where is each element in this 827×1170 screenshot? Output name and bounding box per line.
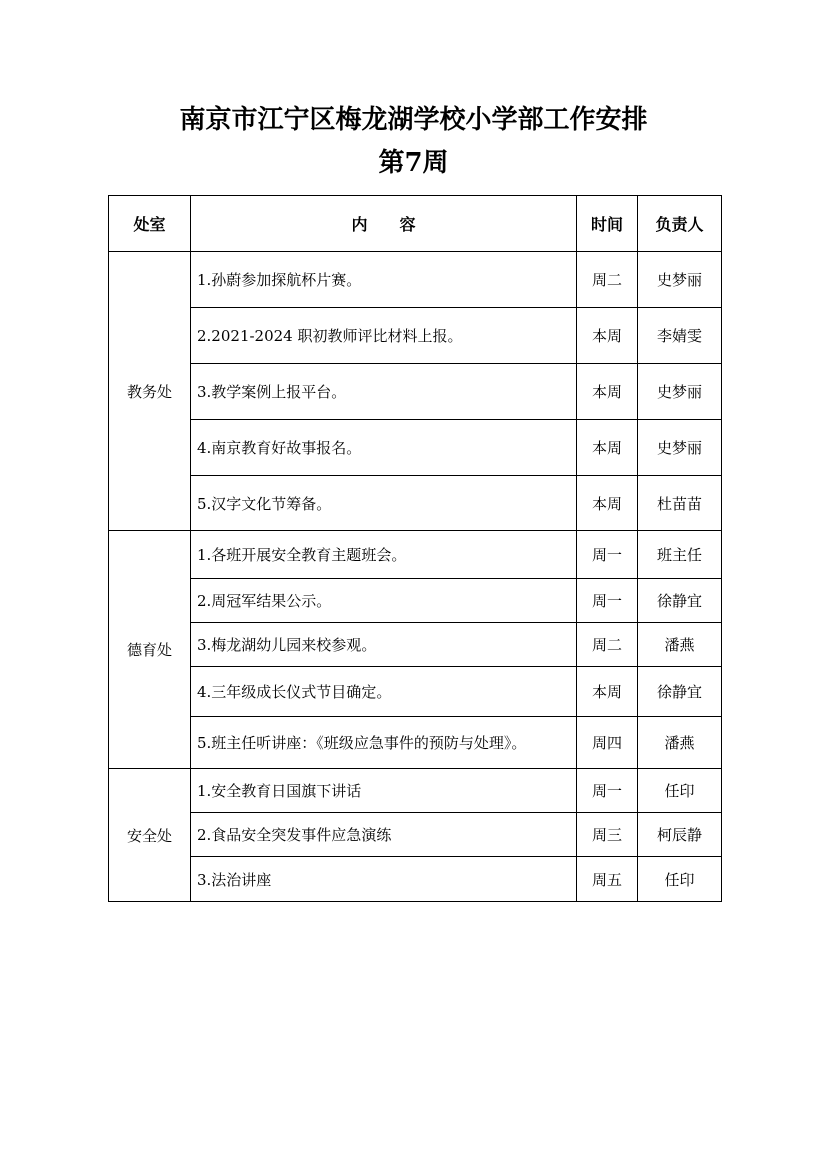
dept-cell: 安全处 <box>109 769 191 902</box>
time-cell: 本周 <box>577 364 638 420</box>
table-row <box>109 667 722 717</box>
content-cell: 3.梅龙湖幼儿园来校参观。 <box>191 623 577 667</box>
time-cell: 周一 <box>577 769 638 813</box>
content-cell: 1.安全教育日国旗下讲话 <box>191 769 577 813</box>
time-cell: 周二 <box>577 252 638 308</box>
schedule-table <box>108 195 722 902</box>
table-row <box>109 420 722 476</box>
content-cell: 5.汉字文化节筹备。 <box>191 476 577 531</box>
content-cell: 1.孙蔚参加探航杯片赛。 <box>191 252 577 308</box>
owner-cell: 史梦丽 <box>638 252 722 308</box>
header-owner: 负责人 <box>638 196 722 252</box>
table-row <box>109 857 722 902</box>
content-cell: 2.食品安全突发事件应急演练 <box>191 813 577 857</box>
owner-cell: 潘燕 <box>638 717 722 769</box>
time-cell: 周四 <box>577 717 638 769</box>
week-label: 第7周 <box>378 148 449 178</box>
owner-cell: 潘燕 <box>638 623 722 667</box>
dept-cell: 德育处 <box>109 531 191 769</box>
time-cell: 本周 <box>577 667 638 717</box>
content-cell: 3.教学案例上报平台。 <box>191 364 577 420</box>
header-time: 时间 <box>577 196 638 252</box>
owner-cell: 李婧雯 <box>638 308 722 364</box>
time-cell: 本周 <box>577 308 638 364</box>
table-row <box>109 717 722 769</box>
header-content: 内 容 <box>191 196 577 252</box>
dept-cell: 教务处 <box>109 252 191 531</box>
table-row <box>109 579 722 623</box>
owner-cell: 徐静宜 <box>638 667 722 717</box>
table-row <box>109 813 722 857</box>
header-row <box>109 196 722 252</box>
content-cell: 5.班主任听讲座：《班级应急事件的预防与处理》。 <box>191 717 577 769</box>
content-cell: 2.2021-2024 职初教师评比材料上报。 <box>191 308 577 364</box>
owner-cell: 徐静宜 <box>638 579 722 623</box>
content-cell: 3.法治讲座 <box>191 857 577 902</box>
time-cell: 周一 <box>577 579 638 623</box>
table-row <box>109 623 722 667</box>
table-row <box>109 308 722 364</box>
table-row <box>109 769 722 813</box>
content-cell: 1.各班开展安全教育主题班会。 <box>191 531 577 579</box>
time-cell: 本周 <box>577 420 638 476</box>
owner-cell: 任印 <box>638 769 722 813</box>
owner-cell: 杜苗苗 <box>638 476 722 531</box>
time-cell: 周五 <box>577 857 638 902</box>
owner-cell: 史梦丽 <box>638 364 722 420</box>
time-cell: 周三 <box>577 813 638 857</box>
content-cell: 4.三年级成长仪式节目确定。 <box>191 667 577 717</box>
table-row <box>109 531 722 579</box>
table-row <box>109 252 722 308</box>
table-row <box>109 364 722 420</box>
owner-cell: 班主任 <box>638 531 722 579</box>
header-dept: 处室 <box>109 196 191 252</box>
owner-cell: 柯辰静 <box>638 813 722 857</box>
document-title: 南京市江宁区梅龙湖学校小学部工作安排 <box>179 105 648 135</box>
time-cell: 周一 <box>577 531 638 579</box>
content-cell: 4.南京教育好故事报名。 <box>191 420 577 476</box>
owner-cell: 史梦丽 <box>638 420 722 476</box>
table-row <box>109 476 722 531</box>
content-cell: 2.周冠军结果公示。 <box>191 579 577 623</box>
owner-cell: 任印 <box>638 857 722 902</box>
time-cell: 周二 <box>577 623 638 667</box>
time-cell: 本周 <box>577 476 638 531</box>
